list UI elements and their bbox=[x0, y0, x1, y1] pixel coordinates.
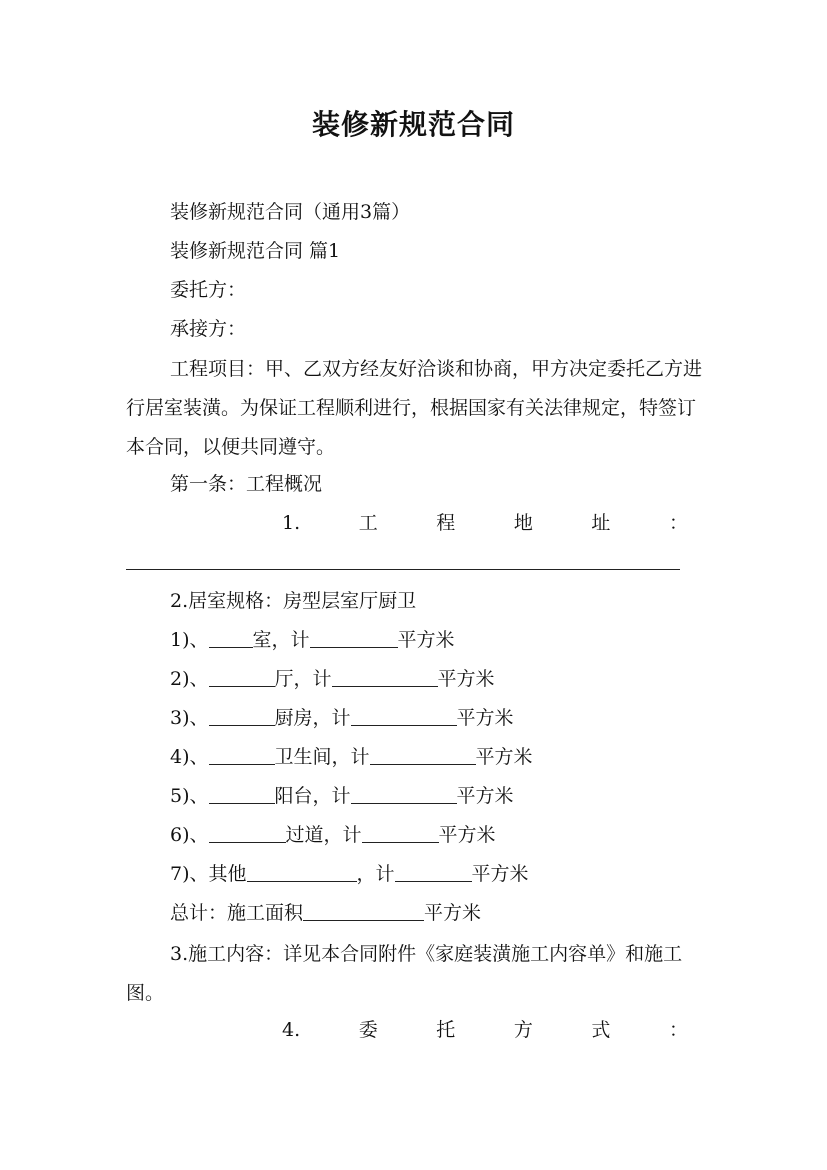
unit-label: 平方米 bbox=[456, 707, 514, 729]
room-line bbox=[170, 822, 496, 848]
fill-blank bbox=[209, 746, 275, 765]
unit-label: 平方米 bbox=[424, 902, 482, 924]
room-label: 室，计 bbox=[252, 629, 310, 651]
room-prefix: 4)、 bbox=[170, 746, 209, 768]
unit-label: 平方米 bbox=[397, 629, 455, 651]
room-line bbox=[170, 744, 533, 770]
method-char: ： bbox=[668, 1019, 688, 1041]
room-prefix: 5)、 bbox=[170, 785, 209, 807]
article-one-heading: 第一条：工程概况 bbox=[170, 473, 323, 495]
fill-blank bbox=[310, 629, 398, 648]
fill-blank bbox=[209, 668, 275, 687]
fill-blank bbox=[351, 707, 457, 726]
fill-blank bbox=[209, 824, 286, 843]
address-char: 地 bbox=[513, 512, 533, 534]
subtitle: 装修新规范合同（通用3篇） bbox=[170, 201, 411, 223]
method-char: 委 bbox=[358, 1019, 378, 1041]
unit-label: 平方米 bbox=[471, 863, 529, 885]
fill-blank bbox=[332, 668, 438, 687]
room-label: ，计 bbox=[356, 863, 395, 885]
room-label: 厨房，计 bbox=[274, 707, 351, 729]
document-title: 装修新规范合同 bbox=[311, 108, 515, 141]
room-spec-line: 2.居室规格：房型层室厅厨卫 bbox=[170, 590, 417, 612]
address-char: ： bbox=[668, 512, 688, 534]
method-char: 托 bbox=[436, 1019, 456, 1041]
fill-blank bbox=[370, 746, 476, 765]
room-prefix: 3)、 bbox=[170, 707, 209, 729]
room-label: 阳台，计 bbox=[274, 785, 351, 807]
method-char: 方 bbox=[513, 1019, 533, 1041]
room-prefix: 2)、 bbox=[170, 668, 209, 690]
fill-blank bbox=[362, 824, 439, 843]
project-intro-paragraph: 工程项目：甲、乙双方经友好洽谈和协商，甲方决定委托乙方进行居室装潢。为保证工程顺利进行，根据国家有关法律规定，特签订本合同，以便共同遵守。 bbox=[126, 358, 703, 458]
room-prefix: 6)、 bbox=[170, 824, 209, 846]
unit-label: 平方米 bbox=[475, 746, 533, 768]
room-line bbox=[170, 783, 514, 809]
address-char: 程 bbox=[436, 512, 456, 534]
fill-blank bbox=[395, 863, 472, 882]
room-prefix: 1)、 bbox=[170, 629, 209, 651]
unit-label: 平方米 bbox=[437, 668, 495, 690]
contractor-label: 承接方： bbox=[170, 318, 247, 340]
client-label: 委托方： bbox=[170, 279, 247, 301]
address-char: 1. bbox=[282, 512, 301, 534]
other-room-line bbox=[170, 861, 529, 887]
address-char: 址 bbox=[591, 512, 611, 534]
fill-blank bbox=[247, 863, 357, 882]
construction-content-paragraph: 3.施工内容：详见本合同附件《家庭装潢施工内容单》和施工图。 bbox=[126, 943, 683, 1004]
room-line bbox=[170, 627, 455, 653]
address-char: 工 bbox=[358, 512, 378, 534]
fill-blank bbox=[303, 902, 424, 921]
commission-method-line bbox=[282, 1017, 688, 1043]
room-label: 卫生间，计 bbox=[274, 746, 370, 768]
fill-blank bbox=[209, 785, 275, 804]
unit-label: 平方米 bbox=[456, 785, 514, 807]
total-label: 总计：施工面积 bbox=[170, 902, 304, 924]
total-area-line bbox=[170, 900, 481, 926]
room-line bbox=[170, 666, 495, 692]
part-heading: 装修新规范合同 篇1 bbox=[170, 240, 341, 262]
fill-blank bbox=[209, 629, 253, 648]
fill-blank bbox=[351, 785, 457, 804]
method-char: 式 bbox=[591, 1019, 611, 1041]
room-label: 过道，计 bbox=[285, 824, 362, 846]
address-blank-line bbox=[126, 569, 680, 570]
room-line bbox=[170, 705, 514, 731]
unit-label: 平方米 bbox=[438, 824, 496, 846]
method-char: 4. bbox=[282, 1019, 301, 1041]
fill-blank bbox=[209, 707, 275, 726]
address-line bbox=[282, 510, 688, 536]
room-label: 厅，计 bbox=[274, 668, 332, 690]
room-prefix: 7)、其他 bbox=[170, 863, 247, 885]
